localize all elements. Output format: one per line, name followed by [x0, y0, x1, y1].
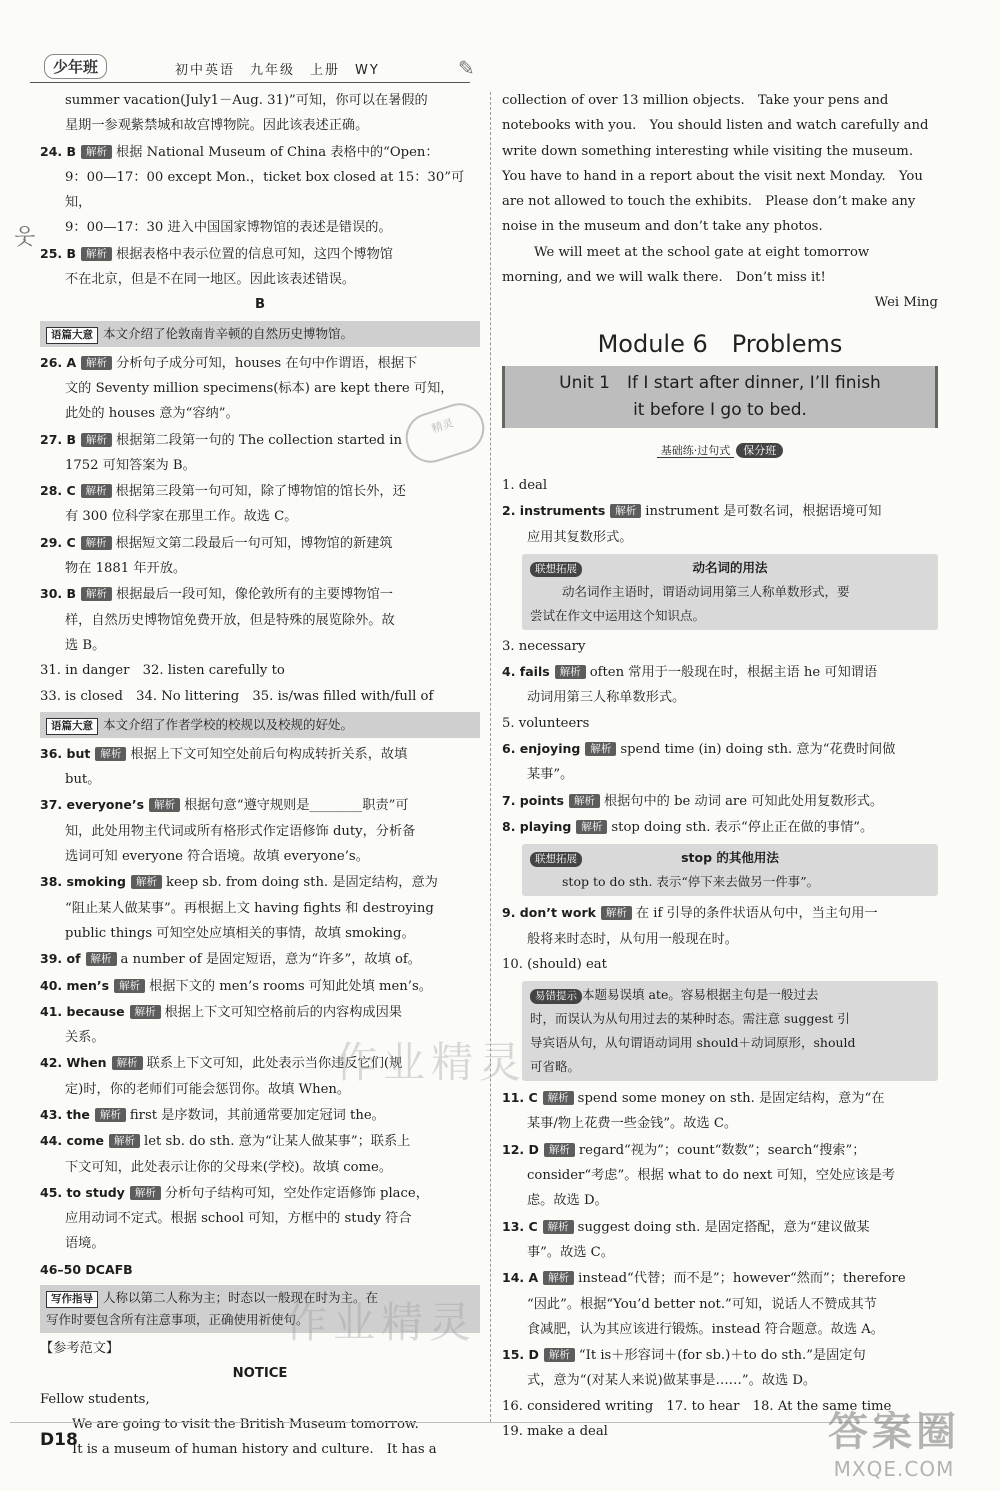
tip-text: 可省略。 [530, 1059, 581, 1075]
letter-line: We are going to visit the British Museum tomorrow. [72, 1416, 419, 1432]
error-tip-tag: 易错提示 [530, 989, 582, 1004]
analysis-text: 分析句子结构可知，空处作定语修饰 place， [164, 1185, 429, 1201]
answer-line: 3. necessary [502, 638, 586, 654]
page-number: D18 [40, 1430, 78, 1450]
tip-text: 时，而误认为从句用过去的某种时态。需注意 suggest 引 [530, 1011, 850, 1027]
answer-line: 19. make a deal [502, 1423, 608, 1439]
answer-number: 14. A [502, 1270, 539, 1286]
analysis-tag: 解析 [131, 875, 162, 889]
summary-box [40, 321, 480, 347]
watermark-text: 作业精灵 [335, 1038, 528, 1087]
summary-tag: 语篇大意 [46, 327, 98, 344]
analysis-tag: 解析 [81, 536, 112, 550]
answer-number: 4. fails [502, 664, 550, 680]
letter-line: are not allowed to touch the exhibits. Please don’t make any [502, 194, 916, 210]
analysis-text: 根据短文第二段最后一句可知，博物馆的新建筑 [115, 535, 393, 551]
extension-title: 动名词的用法 [692, 559, 768, 575]
letter-line: write down something interesting while visiting the museum. [502, 143, 914, 159]
answer-line: 16. considered writing 17. to hear 18. At the same time [502, 1398, 892, 1414]
header-rule [30, 82, 470, 83]
answer-number: 9. don’t work [502, 905, 596, 921]
analysis-text: 事”。故选 C。 [527, 1244, 614, 1260]
analysis-tag: 解析 [81, 247, 112, 261]
analysis-text: 根据上下文可知空处前后句构成转折关系，故填 [130, 746, 408, 762]
answer-number: 24. B [40, 143, 77, 159]
analysis-text: 食减肥，认为其应该进行锻炼。instead 符合题意。故选 A。 [527, 1321, 884, 1337]
analysis-text: public things 可知空处应填相关的事情，故填 smoking。 [65, 925, 415, 941]
analysis-tag: 解析 [112, 1056, 143, 1070]
analysis-tag: 解析 [114, 979, 145, 993]
extension-box [522, 554, 938, 630]
notice-title: NOTICE [232, 1366, 288, 1382]
analysis-tag: 解析 [95, 747, 126, 761]
brand-logo: 少年班 [44, 54, 107, 79]
analysis-text: often 常用于一般现在时，根据主语 he 可知谓语 [589, 665, 878, 681]
analysis-text: 般将来时态时，从句用一般现在时。 [527, 931, 738, 947]
analysis-text: 根据上下文可知空格前后的内容构成因果 [164, 1004, 402, 1020]
analysis-tag: 解析 [81, 356, 112, 370]
analysis-text: 分析句子成分可知，houses 在句中作谓语，根据下 [116, 355, 418, 371]
analysis-text: 知，此处用物主代词或所有格形式作定语修饰 duty，分析备 [65, 823, 416, 839]
header-text: 初中英语 九年级 上册 WY [175, 63, 380, 78]
analysis-text: 根据最后一段可知，像伦敦所有的主要博物馆一 [116, 587, 393, 603]
summary-tag: 语篇大意 [46, 718, 98, 735]
analysis-text: 不在北京，但是不在同一地区。因此该表述错误。 [65, 272, 356, 288]
analysis-tag: 解析 [569, 794, 600, 808]
answer-line: 33. is closed 34. No littering 35. is/was filled with/full of [40, 688, 434, 704]
analysis-text: spend some money on sth. 是固定结构，意为“在 [577, 1091, 885, 1107]
unit-title-line: Unit 1 If I start after dinner, I’ll finish [559, 372, 881, 393]
unit-title-line: it before I go to bed. [633, 399, 807, 420]
extension-title: stop 的其他用法 [681, 850, 779, 866]
analysis-text: 根据 National Museum of China 表格中的“Open： [116, 144, 439, 160]
analysis-text: 根据句意“遵守规则是________职责”可 [184, 798, 409, 814]
extension-tag: 联想拓展 [530, 562, 582, 577]
analysis-text: stop doing sth. 表示“停止正在做的事情”。 [611, 819, 874, 835]
analysis-text: 根据第二段第一句的 The collection started in [116, 432, 402, 448]
analysis-text: 联系上下文可知，此处表示当你违反它们(规 [146, 1056, 403, 1072]
analysis-text: consider“考虑”。根据 what to do next 可知，空处应该是考 [527, 1168, 896, 1184]
right-column [502, 88, 938, 1444]
analysis-tag: 解析 [555, 665, 586, 679]
answer-number: 13. C [502, 1218, 538, 1234]
letter-line: We will meet at the school gate at eight tomorrow [534, 244, 870, 260]
analysis-tag: 解析 [81, 484, 112, 498]
analysis-text: 根据句中的 be 动词 are 可知此处用复数形式。 [603, 793, 884, 809]
summary-text: 本文介绍了作者学校的校规以及校规的好处。 [103, 716, 354, 732]
answer-line: 10. (should) eat [502, 956, 607, 972]
analysis-text: first 是序数词，其前通常要加定冠词 the。 [129, 1107, 385, 1123]
analysis-text: 选 B。 [65, 637, 106, 653]
letter-line: morning, and we will walk there. Don’t miss it! [502, 270, 826, 286]
analysis-text: 关系。 [65, 1030, 105, 1046]
answer-number: 27. B [40, 431, 77, 447]
section-heading: B [254, 297, 266, 313]
extension-text: stop to do sth. 表示“停下来去做另一件事”。 [562, 874, 820, 890]
analysis-tag: 解析 [543, 1091, 574, 1105]
analysis-text: “It is＋形容词＋(for sb.)＋to do sth.”是固定句 [578, 1348, 866, 1364]
practice-label: 基础练·过句式 [657, 444, 735, 458]
letter-line: You have to hand in a report about the visit next Monday. You [502, 168, 923, 184]
letter-line: collection of over 13 million objects. Take your pens and [502, 93, 889, 108]
analysis-text: 应用其复数形式。 [527, 529, 633, 545]
analysis-text: 根据表格中表示位置的信息可知，这四个博物馆 [116, 246, 393, 262]
answer-number: 41. because [40, 1003, 125, 1019]
analysis-text: 9：00—17：30 进入中国国家博物馆的表述是错误的。 [65, 220, 392, 236]
writing-guide-tag: 写作指导 [46, 1291, 98, 1308]
analysis-tag: 解析 [130, 1005, 161, 1019]
answer-number: 26. A [40, 354, 77, 370]
site-watermark [828, 1400, 960, 1481]
analysis-tag: 解析 [601, 906, 632, 920]
answer-number: 39. of [40, 951, 81, 967]
answer-line: 46–50 DCAFB [40, 1261, 133, 1277]
practice-banner [502, 438, 938, 463]
analysis-text: 根据下文的 men’s rooms 可知此处填 men’s。 [149, 978, 432, 994]
analysis-tag: 解析 [543, 1220, 574, 1234]
analysis-tag: 解析 [610, 504, 641, 518]
answer-number: 38. smoking [40, 874, 126, 890]
text-line: summer vacation(July1－Aug. 31)”可知，你可以在暑假的 [65, 93, 428, 108]
letter-signature: Wei Ming [874, 295, 938, 311]
answer-number: 29. C [40, 534, 76, 550]
watermark-stamp: 精灵 [399, 397, 491, 469]
tip-text: 本题易误填 ate。容易根据主句是一般过去 [582, 987, 819, 1003]
analysis-text: keep sb. from doing sth. 是固定结构，意为 [166, 875, 438, 891]
analysis-tag: 解析 [585, 742, 616, 756]
analysis-tag: 解析 [95, 1108, 126, 1122]
column-divider [490, 92, 491, 1422]
analysis-text: “因此”。根据“You’d better not.”可知，说话人不赞成其节 [527, 1296, 877, 1312]
module-title: Module 6 Problems [597, 329, 843, 358]
answer-number: 25. B [40, 245, 77, 261]
extension-box [522, 844, 938, 896]
analysis-text: 某事/物上花费一些金钱”。故选 C。 [527, 1116, 738, 1132]
pen-icon: ✎ [458, 56, 475, 80]
analysis-tag: 解析 [109, 1134, 140, 1148]
answer-number: 6. enjoying [502, 741, 581, 757]
analysis-text: spend time (in) doing sth. 意为“花费时间做 [620, 742, 896, 758]
analysis-text: 定)时，你的老师们可能会惩罚你。故填 When。 [65, 1081, 351, 1097]
analysis-text: a number of 是固定短语，意为“许多”，故填 of。 [120, 952, 421, 968]
answer-number: 42. When [40, 1055, 107, 1071]
analysis-text: let sb. do sth. 意为“让某人做某事”；联系上 [144, 1134, 411, 1150]
analysis-tag: 解析 [81, 587, 112, 601]
analysis-text: 下文可知，此处表示让你的父母来(学校)。故填 come。 [65, 1159, 393, 1175]
summary-box [40, 712, 480, 738]
answer-number: 30. B [40, 586, 77, 602]
extension-text: 动名词作主语时，谓语动词用第三人称单数形式，要 [562, 583, 850, 599]
answer-number: 40. men’s [40, 977, 110, 993]
site-watermark-url: MXQE.COM [833, 1457, 955, 1481]
analysis-text: 有 300 位科学家在那里工作。故选 C。 [65, 509, 298, 525]
answer-number: 37. everyone’s [40, 797, 145, 813]
analysis-text: 9：00—17：00 except Mon.，ticket box closed at 15：30”可知， [65, 169, 465, 211]
letter-line: It is a museum of human history and culture. It has a [72, 1442, 437, 1458]
analysis-tag: 解析 [576, 820, 607, 834]
error-tip-box [522, 981, 938, 1081]
reference-heading: 【参考范文】 [40, 1341, 120, 1357]
analysis-tag: 解析 [543, 1271, 574, 1285]
footer-rule [10, 1422, 940, 1423]
analysis-text: instead“代替；而不是”；however“然而”；therefore [578, 1271, 906, 1287]
analysis-tag: 解析 [81, 145, 112, 159]
answer-number: 8. playing [502, 818, 572, 834]
answer-number: 7. points [502, 792, 564, 808]
answer-number: 15. D [502, 1347, 539, 1363]
answer-line: 1. deal [502, 477, 548, 493]
analysis-text: 应用动词不定式。根据 school 可知，方框中的 study 符合 [65, 1211, 412, 1227]
extension-text: 尝试在作文中运用这个知识点。 [530, 607, 706, 623]
analysis-text: 样，自然历史博物馆免费开放，但是特殊的展览除外。故 [65, 612, 395, 628]
answer-number: 43. the [40, 1106, 90, 1122]
analysis-text: 此处的 houses 意为“容纳”。 [65, 406, 239, 422]
analysis-tag: 解析 [130, 1186, 161, 1200]
answer-number: 45. to study [40, 1184, 125, 1200]
analysis-tag: 解析 [81, 433, 112, 447]
answer-number: 2. instruments [502, 503, 606, 519]
watermark-text: 作业精灵 [285, 1298, 478, 1347]
unit-title-box [502, 366, 938, 428]
analysis-text: 1752 可知答案为 B。 [65, 457, 196, 473]
analysis-tag: 解析 [544, 1348, 575, 1362]
analysis-text: 文的 Seventy million specimens(标本) are kept there 可知， [65, 380, 454, 396]
guide-text: 写作时要包含所有注意事项，正确使用祈使句。 [46, 1312, 309, 1328]
analysis-text: suggest doing sth. 是固定搭配，意为“建议做某 [577, 1219, 870, 1235]
analysis-text: instrument 是可数名词，根据语境可知 [645, 504, 882, 520]
text-line: 星期一参观紫禁城和故宫博物院。因此该表述正确。 [65, 118, 369, 134]
left-column [40, 88, 480, 1463]
analysis-text: 动词用第三人称单数形式。 [527, 690, 686, 706]
extension-tag: 联想拓展 [530, 852, 582, 867]
summary-text: 本文介绍了伦敦南肯辛顿的自然历史博物馆。 [103, 325, 354, 341]
figure-icon: 웃 [14, 225, 36, 250]
answer-line: 5. volunteers [502, 715, 590, 731]
letter-line: noise in the museum and don’t take any photos. [502, 219, 823, 235]
analysis-text: 式，意为“(对某人来说)做某事是……”。故选 D。 [527, 1373, 817, 1389]
analysis-text: but。 [65, 772, 101, 788]
analysis-text: regard“视为”；count“数数”；search“搜索”； [578, 1142, 866, 1158]
page-header [30, 50, 480, 84]
letter-greeting: Fellow students, [40, 1391, 150, 1407]
answer-number: 36. but [40, 745, 91, 761]
analysis-text: 某事”。 [527, 767, 574, 783]
analysis-tag: 解析 [544, 1143, 575, 1157]
guide-text: 人称以第二人称为主；时态以一般现在时为主。在 [103, 1290, 379, 1306]
analysis-text: 在 if 引导的条件状语从句中，当主句用一 [635, 906, 878, 922]
analysis-text: 选词可知 everyone 符合语境。故填 everyone’s。 [65, 849, 369, 865]
analysis-text: “阻止某人做某事”。再根据上文 having fights 和 destroying [65, 900, 434, 916]
analysis-text: 根据第三段第一句可知，除了博物馆的馆长外，还 [115, 484, 406, 500]
analysis-text: 虑。故选 D。 [527, 1193, 608, 1209]
practice-badge: 保分班 [736, 443, 783, 458]
analysis-tag: 解析 [149, 798, 180, 812]
answer-number: 28. C [40, 483, 76, 499]
analysis-tag: 解析 [86, 952, 117, 966]
analysis-text: 语境。 [65, 1236, 105, 1252]
answer-number: 44. come [40, 1133, 104, 1149]
answer-number: 12. D [502, 1141, 539, 1157]
tip-text: 导宾语从句，从句谓语动词用 should＋动词原形，should [530, 1035, 856, 1051]
answer-line: 31. in danger 32. listen carefully to [40, 663, 285, 679]
analysis-text: 物在 1881 年开放。 [65, 561, 187, 577]
answer-number: 11. C [502, 1090, 538, 1106]
site-watermark-title: 答案圈 [828, 1409, 960, 1455]
letter-line: notebooks with you. You should listen and watch carefully and [502, 118, 929, 134]
